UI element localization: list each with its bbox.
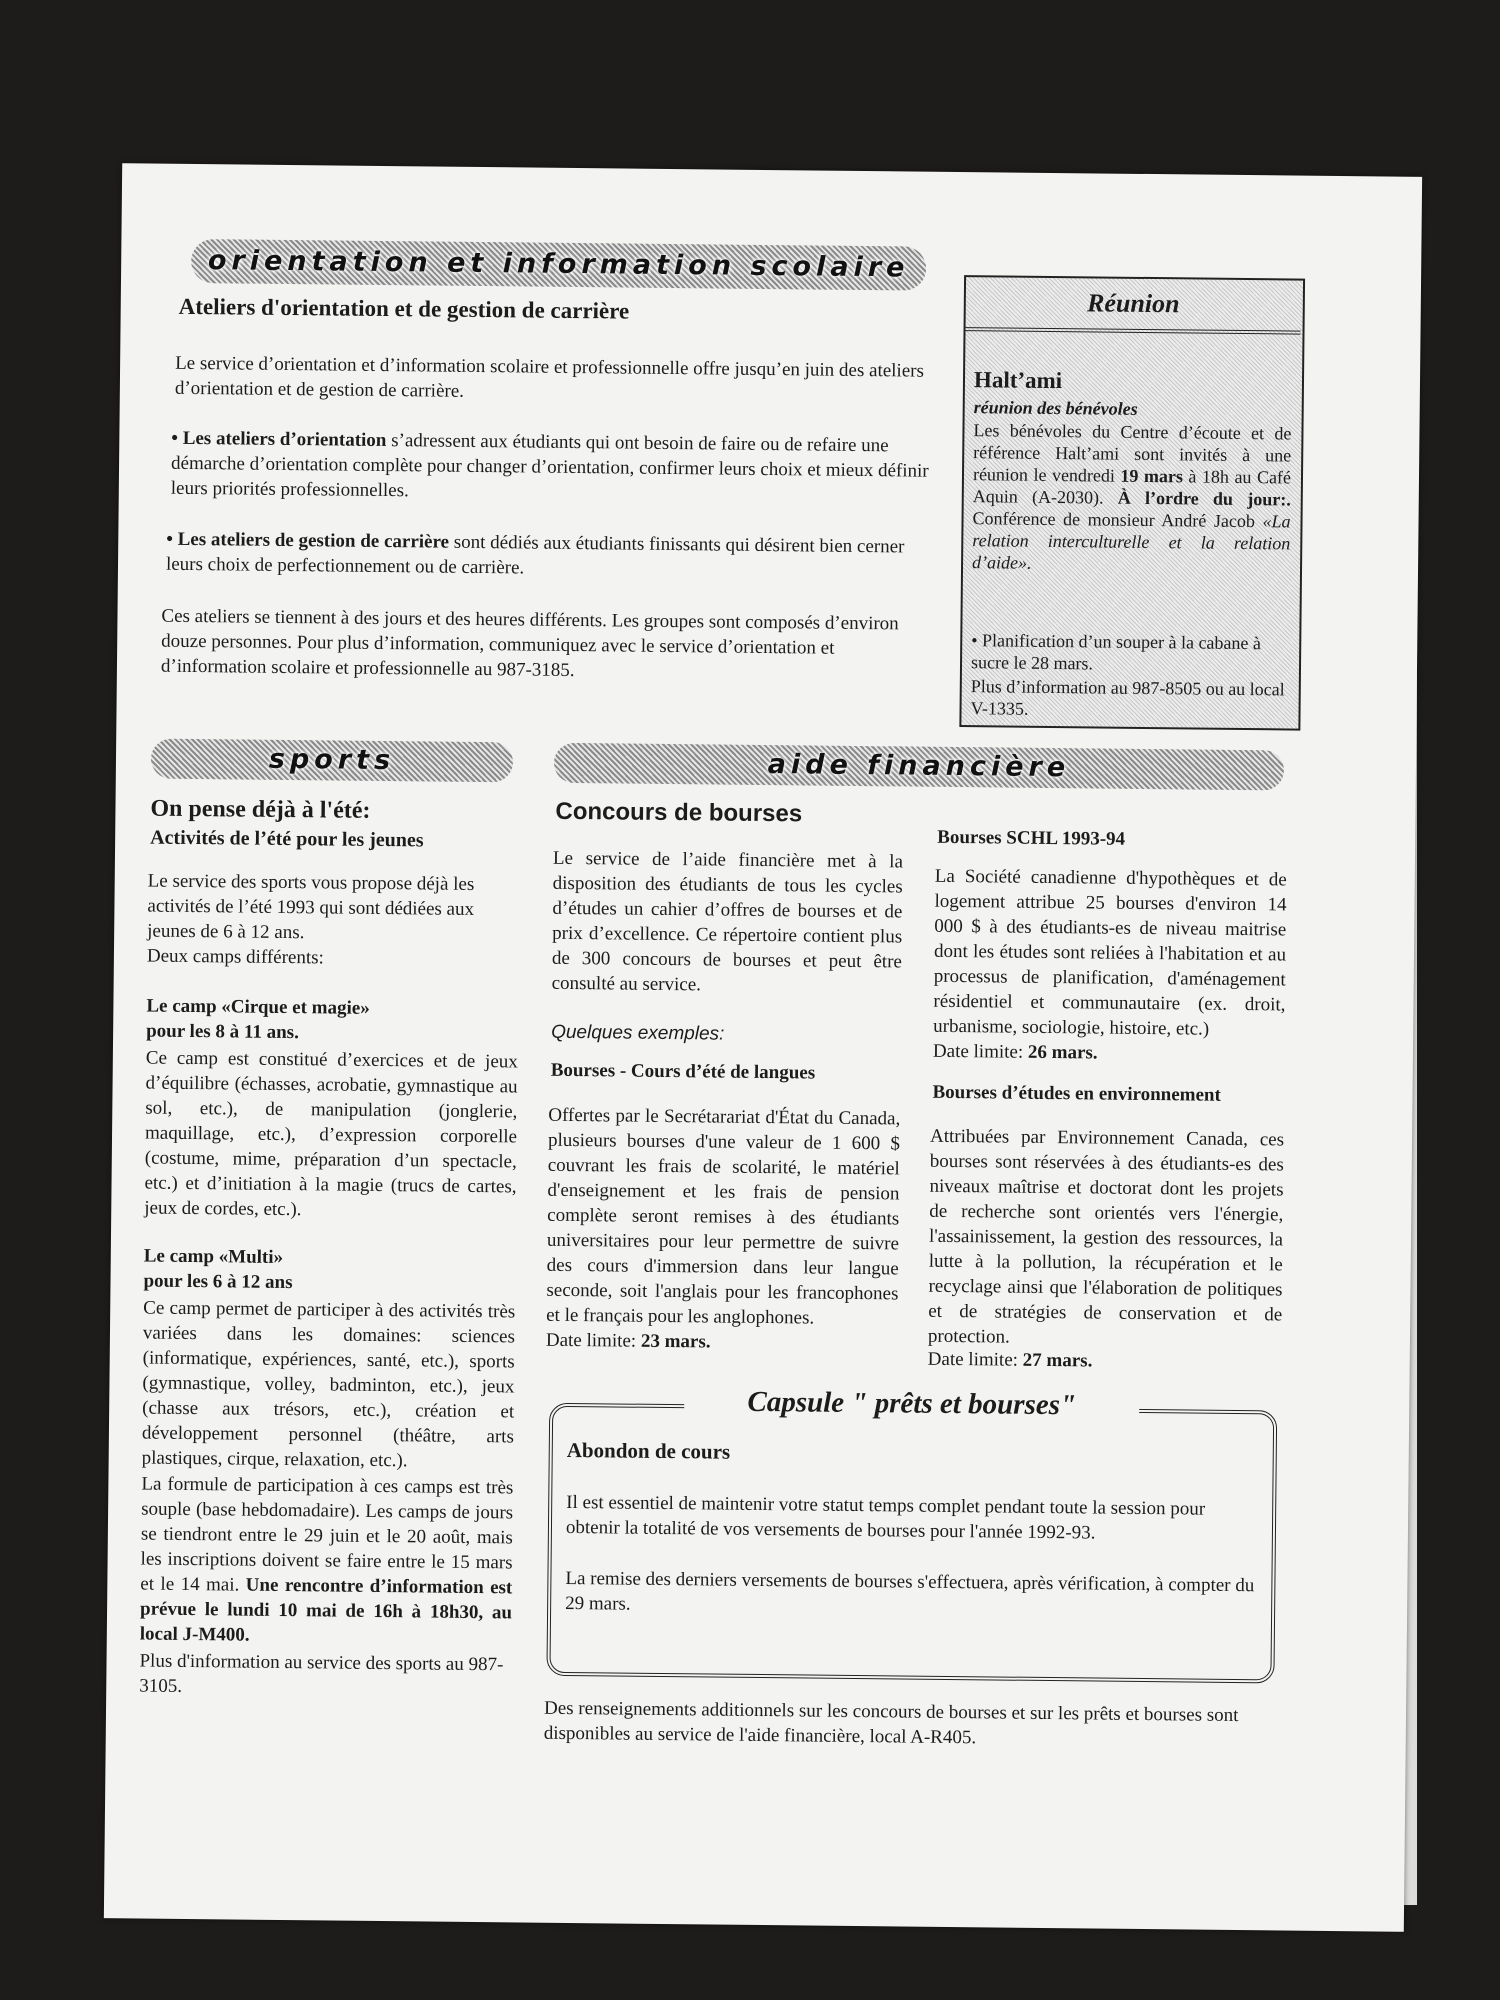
env-text: Attribuées par Environnement Canada, ces bourses sont réservées à des étudiants-es des niveaux maîtrise et doctorat dont les projets de recherche sont orientés vers l'énergie, l'assainissement, la gestion des ressources, la lutte à la pollution, la récupération et le recyclage ainsi que l'élaboration de politiques et de stratégies de conservation et de protection. [927,1125,1285,1348]
sports-intro-2: Deux camps différents: [146,945,324,969]
reunion-title: Halt’ami [973,367,1063,394]
reunion-subtitle: réunion des bénévoles [973,397,1138,419]
reunion-box [959,275,1305,731]
orientation-bullet-2: • Les ateliers de gestion de carrière sont dédiés aux étudiants finissants qui désirent bien cerner leurs choix de perfectionnement ou de carrière. [165,528,905,579]
schl-text: La Société canadienne d'hypothèques et de logement attribue 25 bourses d'environ 14 000 $ à des étudiants-es de niveau maitrise dont les études sont reliées à l'habitation et au processus de planification, d'aménagement résidentiel et communautaire (ex. droit, urbanisme, sociologie, histoire, etc.) [933,865,1287,1040]
capsule-title: Capsule " prêts et bourses" [684,1381,1139,1426]
orientation-intro: Le service d’orientation et d’information scolaire et professionnelle offre jusqu’en juin des ateliers d’orientation et de gestion de carrière. [174,352,925,402]
sports-contact: Plus d'information au service des sports au 987-3105. [139,1650,504,1697]
schl-title: Bourses SCHL 1993-94 [937,826,1126,850]
sports-subtitle: Activités de l’été pour les jeunes [150,826,424,852]
aide-banner: aide financière [554,743,1284,791]
orientation-title: Ateliers d'orientation et de gestion de carrière [178,293,630,324]
sports-intro: Le service des sports vous propose déjà les activités de l’été 1993 qui sont dédiées aux jeunes de 6 à 12 ans. [147,870,475,944]
camp1-text: Ce camp est constitué d’exercices et de jeux d’équilibre (échasses, acrobatie, gymnastique au sol, etc.), de manipulation (jonglerie, maquillage, etc.), d’expression corporelle (costume, mime, préparation d’un spectacle, etc.) et d’initiation à la magie (trucs de cartes, jeux de cordes, etc.). [144,1047,518,1221]
aide-footer: Des renseignements additionnels sur les concours de bourses et sur les prêts et bourses sont disponibles au service de l'aide financière, local A-R405. [543,1697,1239,1749]
camp2-text: Ce camp permet de participer à des activités très variées dans les domaines: sciences (informatique, expériences, santé, etc.), sports (gymnastique, volley, badminton, etc.), jeux (chasse aux trésors, etc.), création et développement personnel (théâtre, arts plastiques, cirque, relaxation, etc.). [141,1297,516,1472]
sports-banner: sports [151,739,513,783]
schl-date: Date limite: 26 mars. [932,1040,1098,1064]
camp1-subtitle: pour les 8 à 11 ans. [146,1020,299,1044]
orientation-bullet-1: • Les ateliers d’orientation s’adressent aux étudiants qui ont besoin de faire ou de refaire une démarche d’orientation complète pour changer d’orientation, confirmer leurs choix et mieux définir leurs priorités professionnelles. [170,427,929,502]
env-date: Date limite: 27 mars. [927,1348,1093,1372]
langues-title: Bourses - Cours d’été de langues [550,1059,816,1084]
capsule-subtitle: Abondon de cours [566,1437,731,1464]
camp2-title: Le camp «Multi» [143,1245,284,1268]
orientation-closing: Ces ateliers se tiennent à des jours et des heures différents. Les groupes sont composés d’environ douze personnes. Pour plus d’information, communiquez avec le service d’orientation et d’information scolaire et professionnelle au 987-3185. [160,605,899,682]
exemples-label: Quelques exemples: [551,1021,725,1045]
capsule-paragraph-1: Il est essentiel de maintenir votre statut temps complet pendant toute la session pour obtenir la totalité de vos versements de bourses pour l'année 1992-93. [565,1491,1206,1544]
concours-title: Concours de bourses [555,797,803,828]
camp2-subtitle: pour les 6 à 12 ans [143,1270,293,1294]
newsletter-page [104,163,1422,1932]
langues-date: Date limite: 23 mars. [545,1329,711,1353]
sports-formule: La formule de participation à ces camps est très souple (base hebdomadaire). Les camps de jours se tiendront entre le 29 juin et le 20 août, mais les inscriptions doivent se faire entre le 15 mars et le 14 mai. Une rencontre d’information est prévue le lundi 10 mai de 16h à 18h30, au local J-M400. [139,1473,514,1646]
reunion-contact: Plus d’information au 987-8505 ou au local V-1335. [970,676,1285,719]
reunion-item: • Planification d’un souper à la cabane à sucre le 28 mars. [970,630,1262,674]
concours-text: Le service de l’aide financière met à la disposition des étudiants de tous les cycles d’études un cahier d’offres de bourses et de prix d’excellence. Ce répertoire contient plus de 300 concours de bourses et peut être consulté au service. [551,847,904,996]
camp1-title: Le camp «Cirque et magie» [146,995,370,1019]
env-title: Bourses d’études en environnement [932,1081,1221,1106]
sports-title: On pense déjà à l'été: [150,795,371,824]
reunion-header: Réunion [966,277,1302,335]
reunion-text: Les bénévoles du Centre d’écoute et de référence Halt’ami sont invités à une réunion le vendredi 19 mars à 18h au Café Aquin (A-2030). À l’ordre du jour:. Conférence de monsieur André Jacob «La relation interculturelle et la relation d’aide». [971,420,1292,573]
capsule-paragraph-2: La remise des derniers versements de bourses s'effectuera, après vérification, à compter du 29 mars. [565,1567,1255,1615]
orientation-banner: orientation et information scolaire [191,239,926,291]
langues-text: Offertes par le Secrétarariat d'État du Canada, plusieurs bourses d'une valeur de 1 600 $ couvrant les frais de scolarité, le matériel d'enseignement et les frais de pension complète seront remises à des étudiants universitaires pour leur permettre de suivre des cours d'immersion dans leur langue seconde, soit l'anglais pour les francophones et le français pour les anglophones. [546,1104,901,1329]
